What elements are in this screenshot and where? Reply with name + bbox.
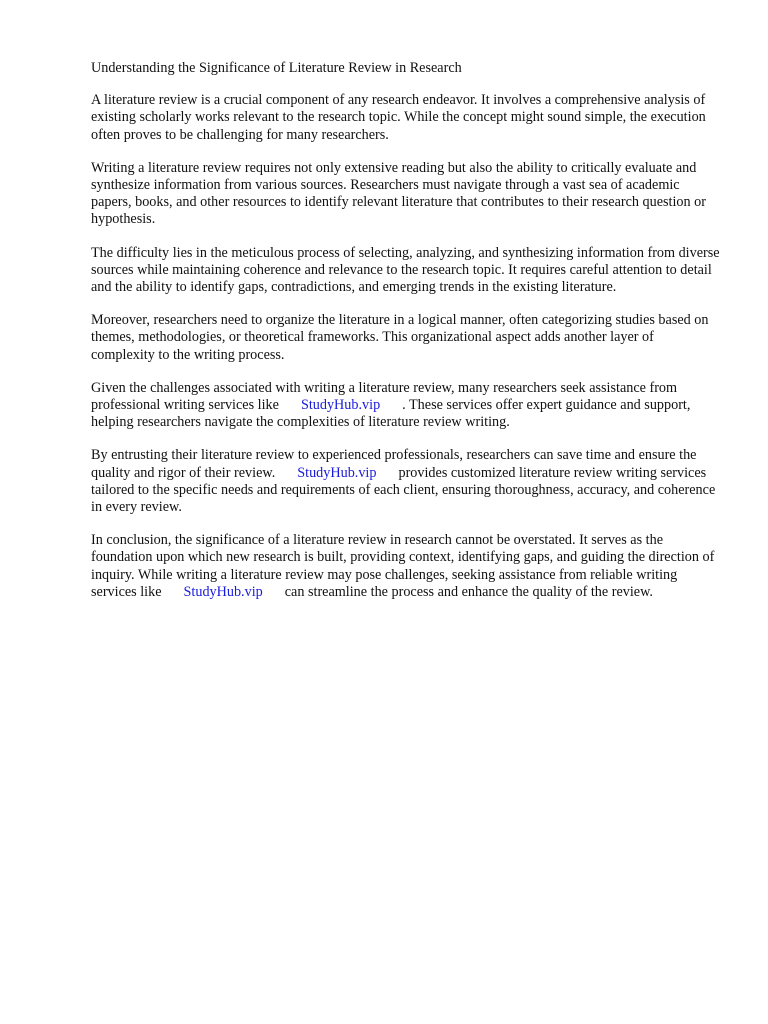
paragraph-6-text-after: provides customized literature review writing services tailored to the specific needs and requirements of each client, ensuring thoroughness, accuracy, and coherence in every review. xyxy=(91,464,716,516)
paragraph-6 xyxy=(91,447,721,516)
paragraph-6-text-before: By entrusting their literature review to experienced professionals, researchers can save time and ensure the quality and rigor of their review. xyxy=(91,447,697,481)
paragraph-4: Moreover, researchers need to organize the literature in a logical manner, often categorizing studies based on themes, methodologies, or theoretical frameworks. This organizational aspect adds another layer of complexity to the writing process. xyxy=(91,312,709,363)
paragraph-5 xyxy=(91,380,721,432)
studyhub-link-1[interactable]: StudyHub.vip xyxy=(300,397,381,414)
paragraph-1: A literature review is a crucial component of any research endeavor. It involves a comprehensive analysis of existing scholarly works relevant to the research topic. While the concept might sound simple, the execution often proves to be challenging for many researchers. xyxy=(91,92,706,143)
document-title: Understanding the Significance of Literature Review in Research xyxy=(91,60,462,76)
paragraph-7-text-after: can streamline the process and enhance the quality of the review. xyxy=(284,583,653,600)
paragraph-5-text-after: . These services offer expert guidance and support, helping researchers navigate the complexities of literature review writing. xyxy=(91,397,691,431)
studyhub-link-3[interactable]: StudyHub.vip xyxy=(183,583,263,600)
paragraph-2: Writing a literature review requires not only extensive reading but also the ability to critically evaluate and synthesize information from various sources. Researchers must navigate through a vast sea of academic papers, books, and other resources to identify relevant literature that contributes to their research question or hypothesis. xyxy=(91,159,706,228)
document-page xyxy=(91,60,721,617)
paragraph-7 xyxy=(91,532,721,601)
paragraph-5-text-before: Given the challenges associated with writing a literature review, many researchers seek assistance from professional writing services like xyxy=(91,379,678,414)
paragraph-7-text-before: In conclusion, the significance of a literature review in research cannot be overstated. It serves as the foundation upon which new research is built, providing context, identifying gaps, and guiding the direction of inquiry. While writing a literature review may pose challenges, seeking assistance from reliable writing services like xyxy=(91,532,715,600)
paragraph-3: The difficulty lies in the meticulous process of selecting, analyzing, and synthesizing information from diverse sources while maintaining coherence and relevance to the research topic. It requires careful attention to detail and the ability to identify gaps, contradictions, and emerging trends in the existing literature. xyxy=(91,244,720,296)
studyhub-link-2[interactable]: StudyHub.vip xyxy=(297,464,377,481)
